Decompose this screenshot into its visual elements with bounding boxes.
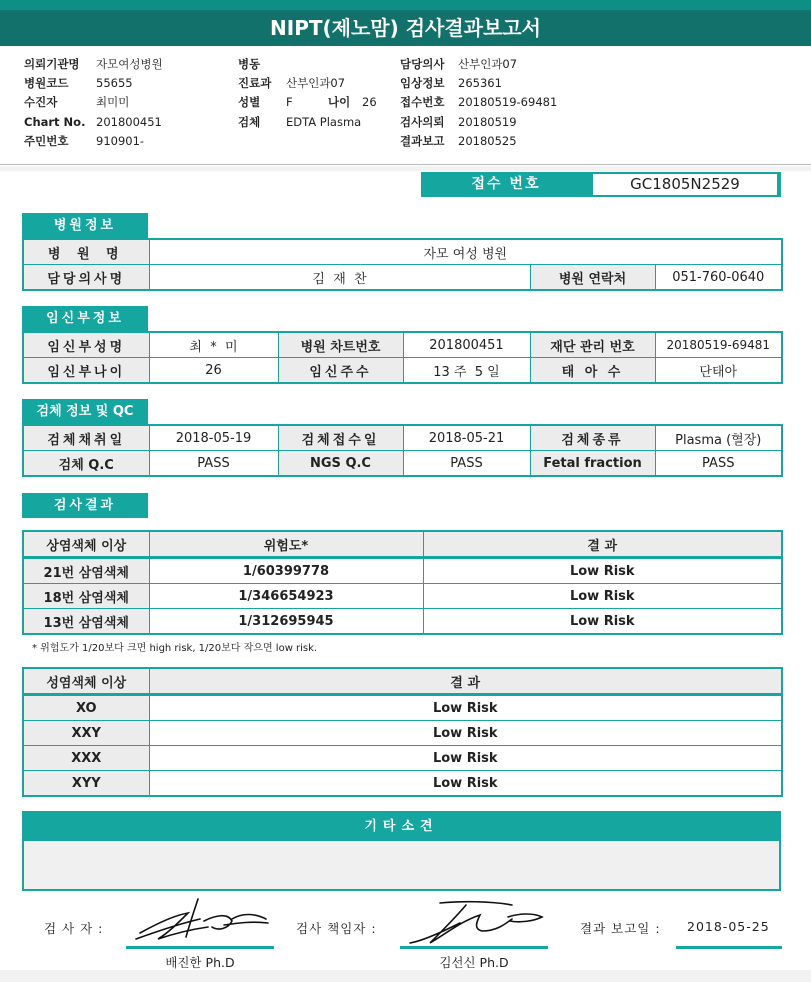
patient-value: 최미미 — [96, 95, 130, 110]
header-col-2 — [238, 55, 398, 132]
table-row-result: Low Risk — [423, 584, 782, 609]
table-row-result: Low Risk — [423, 609, 782, 635]
receipt-label: 접수 번호 — [471, 176, 541, 192]
hospital-name-value: 자모 여성 병원 — [149, 239, 782, 265]
doctor-name-value: 김 재 찬 — [149, 265, 530, 291]
dept-label: 진료과 — [238, 76, 272, 91]
pregnant-name-value: 최 * 미 — [149, 332, 278, 358]
top-accent-bar — [0, 0, 811, 10]
autosomal-header-result: 결 과 — [423, 531, 782, 558]
specimen-value: EDTA Plasma — [286, 114, 362, 129]
pregnant-name-label: 임신부성명 — [23, 332, 149, 358]
clinical-info-value: 265361 — [458, 76, 502, 91]
manager-signature — [400, 895, 550, 951]
header-col-1 — [24, 55, 224, 151]
table-row-name: XXY — [23, 721, 149, 746]
receive-date-value: 2018-05-21 — [403, 425, 530, 451]
table-row-risk: 1/346654923 — [149, 584, 423, 609]
specimen-type-value: Plasma (혈장) — [655, 425, 782, 451]
pregnant-table — [22, 331, 783, 384]
table-row-result: Low Risk — [149, 695, 782, 721]
specimen-label: 검체 — [238, 114, 261, 129]
report-date-sign-label: 결과 보고일 : — [580, 921, 661, 936]
manager-label: 검사 책임자 : — [296, 921, 377, 936]
autosomal-header-risk: 위험도* — [149, 531, 423, 558]
chart-number-label: 병원 차트번호 — [278, 332, 403, 358]
chart-no-value: 201800451 — [96, 114, 162, 129]
results-section-title: 검사결과 — [22, 493, 148, 518]
mgmt-number-label: 재단 관리 번호 — [530, 332, 655, 358]
ngs-qc-label: NGS Q.C — [278, 451, 403, 477]
dept-value: 산부인과07 — [286, 76, 346, 91]
tester-name: 배진한 Ph.D — [165, 955, 235, 970]
clinical-info-label: 임상정보 — [400, 76, 445, 91]
header-divider-shade — [0, 166, 811, 171]
request-date-value: 20180519 — [458, 114, 517, 129]
other-findings-content — [24, 841, 779, 853]
receipt-no-value: 20180519-69481 — [458, 95, 558, 110]
age-label: 나이 — [328, 95, 351, 110]
fetal-fraction-label: Fetal fraction — [530, 451, 655, 477]
table-row-name: XO — [23, 695, 149, 721]
report-date-label: 결과보고 — [400, 133, 445, 148]
institution-label: 의뢰기관명 — [24, 57, 80, 71]
fetus-count-label: 태 아 수 — [530, 358, 655, 384]
doctor-label: 담당의사 — [400, 57, 445, 71]
doctor-value: 산부인과07 — [458, 57, 518, 71]
pregnant-age-value: 26 — [149, 358, 278, 384]
risk-footnote: * 위험도가 1/20보다 크면 high risk, 1/20보다 작으면 low risk. — [32, 643, 318, 654]
receipt-value: GC1805N2529 — [593, 174, 777, 195]
hospital-contact-value: 051-760-0640 — [655, 265, 782, 291]
table-row-name: XYY — [23, 771, 149, 797]
table-row-result: Low Risk — [149, 746, 782, 771]
sex-value: F — [286, 95, 293, 110]
gestation-weeks-value: 13 주 5 일 — [403, 358, 530, 384]
other-findings-title: 기타소견 — [24, 813, 779, 841]
table-row-name: 21번 삼염색체 — [23, 558, 149, 584]
receipt-box — [421, 172, 781, 197]
table-row-result: Low Risk — [149, 721, 782, 746]
autosomal-table — [22, 530, 783, 635]
specimen-type-label: 검체종류 — [530, 425, 655, 451]
bottom-strip — [0, 970, 811, 982]
mgmt-number-value: 20180519-69481 — [655, 332, 782, 358]
specimen-qc-value: PASS — [149, 451, 278, 477]
ward-label: 병동 — [238, 57, 261, 71]
other-findings-box — [22, 811, 781, 891]
table-row-result: Low Risk — [149, 771, 782, 797]
report-date-value: 20180525 — [458, 133, 517, 148]
table-row-risk: 1/312695945 — [149, 609, 423, 635]
doctor-name-label: 담당의사명 — [23, 265, 149, 291]
request-date-label: 검사의뢰 — [400, 114, 445, 129]
page-title: NIPT(제노맘) 검사결과보고서 — [0, 10, 811, 46]
institution-value: 자모여성병원 — [96, 57, 163, 71]
chart-number-value: 201800451 — [403, 332, 530, 358]
age-value: 26 — [362, 95, 377, 110]
tester-label: 검 사 자 : — [44, 921, 104, 936]
specimen-section-title: 검체 정보 및 QC — [22, 399, 148, 424]
report-date-sign-line — [676, 946, 782, 949]
tester-signature — [128, 893, 274, 949]
pregnant-section-title: 임신부정보 — [22, 306, 148, 331]
tester-sign-line — [126, 946, 274, 949]
fetal-fraction-value: PASS — [655, 451, 782, 477]
hospital-table — [22, 238, 783, 291]
collection-date-label: 검체채취일 — [23, 425, 149, 451]
hospital-code-value: 55655 — [96, 76, 133, 91]
header-divider — [0, 164, 811, 165]
hospital-name-label: 병 원 명 — [23, 239, 149, 265]
sex-header-result: 결 과 — [149, 668, 782, 695]
chart-no-label: Chart No. — [24, 114, 86, 129]
table-row-name: XXX — [23, 746, 149, 771]
patient-label: 수진자 — [24, 95, 58, 110]
specimen-qc-label: 검체 Q.C — [23, 451, 149, 477]
autosomal-header-name: 상염색체 이상 — [23, 531, 149, 558]
table-row-result: Low Risk — [423, 558, 782, 584]
sex-chromosome-table — [22, 667, 783, 797]
receive-date-label: 검체접수일 — [278, 425, 403, 451]
hospital-contact-label: 병원 연락처 — [530, 265, 655, 291]
gestation-weeks-label: 임신주수 — [278, 358, 403, 384]
receipt-no-label: 접수번호 — [400, 95, 445, 110]
ngs-qc-value: PASS — [403, 451, 530, 477]
table-row-name: 13번 삼염색체 — [23, 609, 149, 635]
pregnant-age-label: 임신부나이 — [23, 358, 149, 384]
report-date-sign-value: 2018-05-25 — [687, 919, 770, 934]
collection-date-value: 2018-05-19 — [149, 425, 278, 451]
specimen-table — [22, 424, 783, 477]
manager-sign-line — [400, 946, 548, 949]
sex-label: 성별 — [238, 95, 261, 110]
table-row-name: 18번 삼염색체 — [23, 584, 149, 609]
manager-name: 김선신 Ph.D — [439, 955, 509, 970]
resident-no-value: 910901- — [96, 133, 145, 148]
fetus-count-value: 단태아 — [655, 358, 782, 384]
table-row-risk: 1/60399778 — [149, 558, 423, 584]
header-col-3 — [400, 55, 600, 151]
sex-header-name: 성염색체 이상 — [23, 668, 149, 695]
hospital-section-title: 병원정보 — [22, 213, 148, 238]
hospital-code-label: 병원코드 — [24, 76, 69, 91]
resident-no-label: 주민번호 — [24, 133, 69, 148]
